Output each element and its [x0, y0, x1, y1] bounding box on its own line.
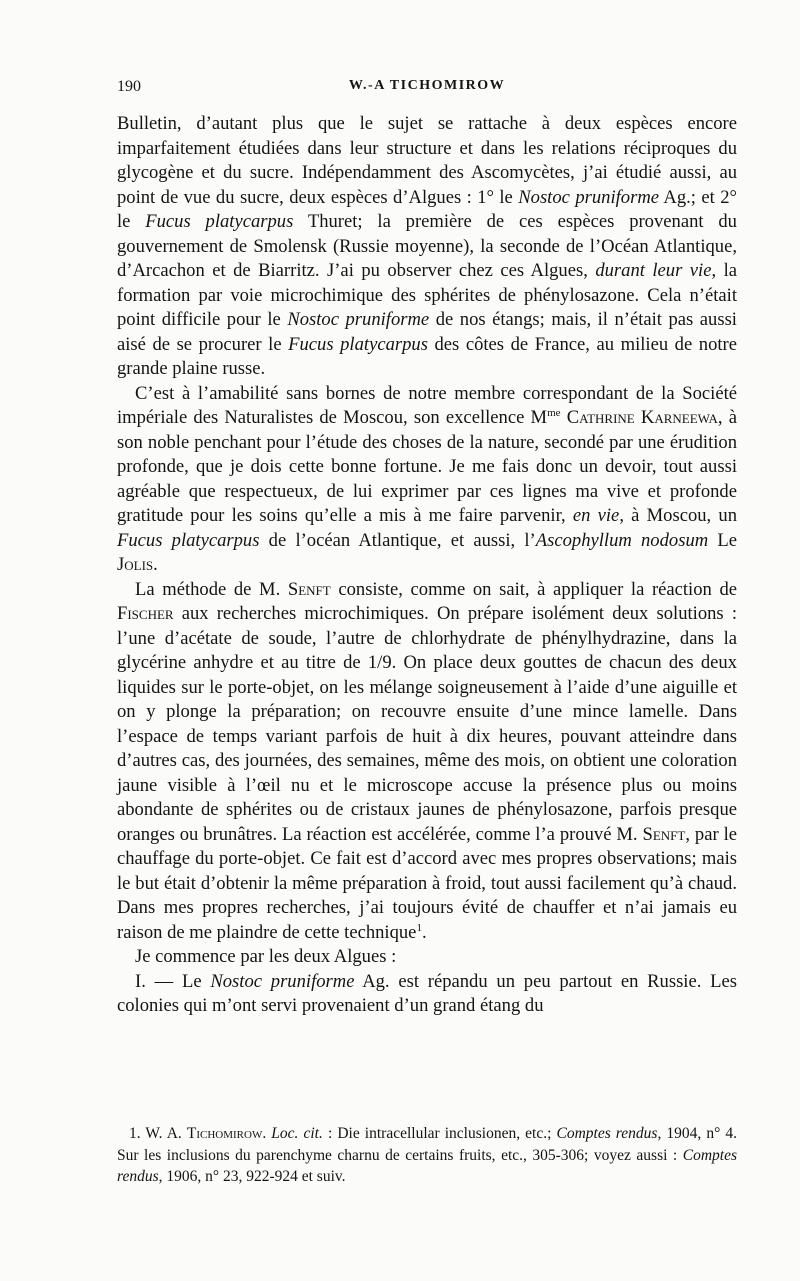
paragraph-3: La méthode de M. Senft consiste, comme on sait, à appliquer la réaction de Fischer aux recherches microchimiques. On prépare isolément deux solutions : l’une d’acétate de soude, l’autre de chlorhydrate de phénylhydrazine, dans la glycérine anhydre et au titre de 1/9. On place deux gouttes de chacun des deux liquides sur le porte-objet, on les mélange soigneusement à l’aide d’une aiguille et on y plonge la préparation; on recouvre ensuite d’une mince lamelle. Dans l’espace de temps variant parfois de huit à dix heures, pouvant atteindre dans d’autres cas, des journées, des semaines, même des mois, on obtient une coloration jaune visible à l’œil nu et le microscope accuse la présence plus ou moins abondante de sphérites ou de cristaux jaunes de phénylosazone, parfois presque oranges ou brunâtres. La réaction est accélérée, comme l’a prouvé M. Senft, par le chauffage du porte-objet. Ce fait est d’accord avec mes propres observations; mais le but était d’obtenir la même préparation à froid, tout aussi facilement qu’à chaud. Dans mes propres recherches, j’ai toujours évité de chauffer et n’ai jamais eu raison de me plaindre de cette technique$^1$. [117, 578, 738, 943]
footnote-1: 1. W. A. Tichomirow. Loc. cit. : Die intracellular inclusionen, etc.; Comptes rendus, 1904, n° 4. Sur les inclusions du parenchyme charnu de certains fruits, etc., 305-306; voyez aussi : Comptes rendus, 1906, n° 23, 922-924 et suiv. [117, 1125, 737, 1185]
running-head: W.-A TICHOMIROW [348, 78, 506, 93]
footnote-ref: 1 [416, 921, 422, 934]
paragraph-4: Je commence par les deux Algues : [135, 946, 397, 967]
page-number: 190 [117, 78, 141, 95]
paragraph-5: I. — Le Nostoc pruniforme Ag. est répandu un peu partout en Russie. Les colonies qui m’ont servi provenaient d’un grand étang du [117, 970, 737, 1016]
body-text [117, 112, 737, 1019]
page-header [117, 78, 737, 104]
paragraph-2: C’est à l’amabilité sans bornes de notre membre correspondant de la Société impériale des Naturalistes de Moscou, son excellence $M^{me}$ Cathrine Karneewa, à son noble penchant pour l’étude des choses de la nature, secondé par une érudition profonde, que je dois cette bonne fortune. Je me fais donc un devoir, tout aussi agréable que respectueux, de lui exprimer par ces lignes ma vive et profonde gratitude pour les soins qu’elle a mis à me faire parvenir, en vie, à Moscou, un Fucus platycarpus de l’océan Atlantique, et aussi, l’Ascophyllum nodosum Le Jolis. [117, 382, 738, 575]
paragraph-1: Bulletin, d’autant plus que le sujet se rattache à deux espèces encore imparfaitement étudiées dans leur structure et dans les relations réciproques du glycogène et du sucre. Indépendamment des Ascomycètes, j’ai étudié aussi, au point de vue du sucre, deux espèces d’Algues : 1° le Nostoc pruniforme Ag.; et 2° le Fucus platycarpus Thuret; la première de ces espèces provenant du gouvernement de Smolensk (Russie moyenne), la seconde de l’Océan Atlantique, d’Arcachon et de Biarritz. J’ai pu observer chez ces Algues, durant leur vie, la formation par voie microchimique des sphérites de phénylosazone. Cela n’était point difficile pour le Nostoc pruniforme de nos étangs; mais, il n’était pas aussi aisé de se procurer le Fucus platycarpus des côtes de France, au milieu de notre grande plaine russe. [117, 113, 737, 379]
footnotes [117, 1123, 737, 1188]
